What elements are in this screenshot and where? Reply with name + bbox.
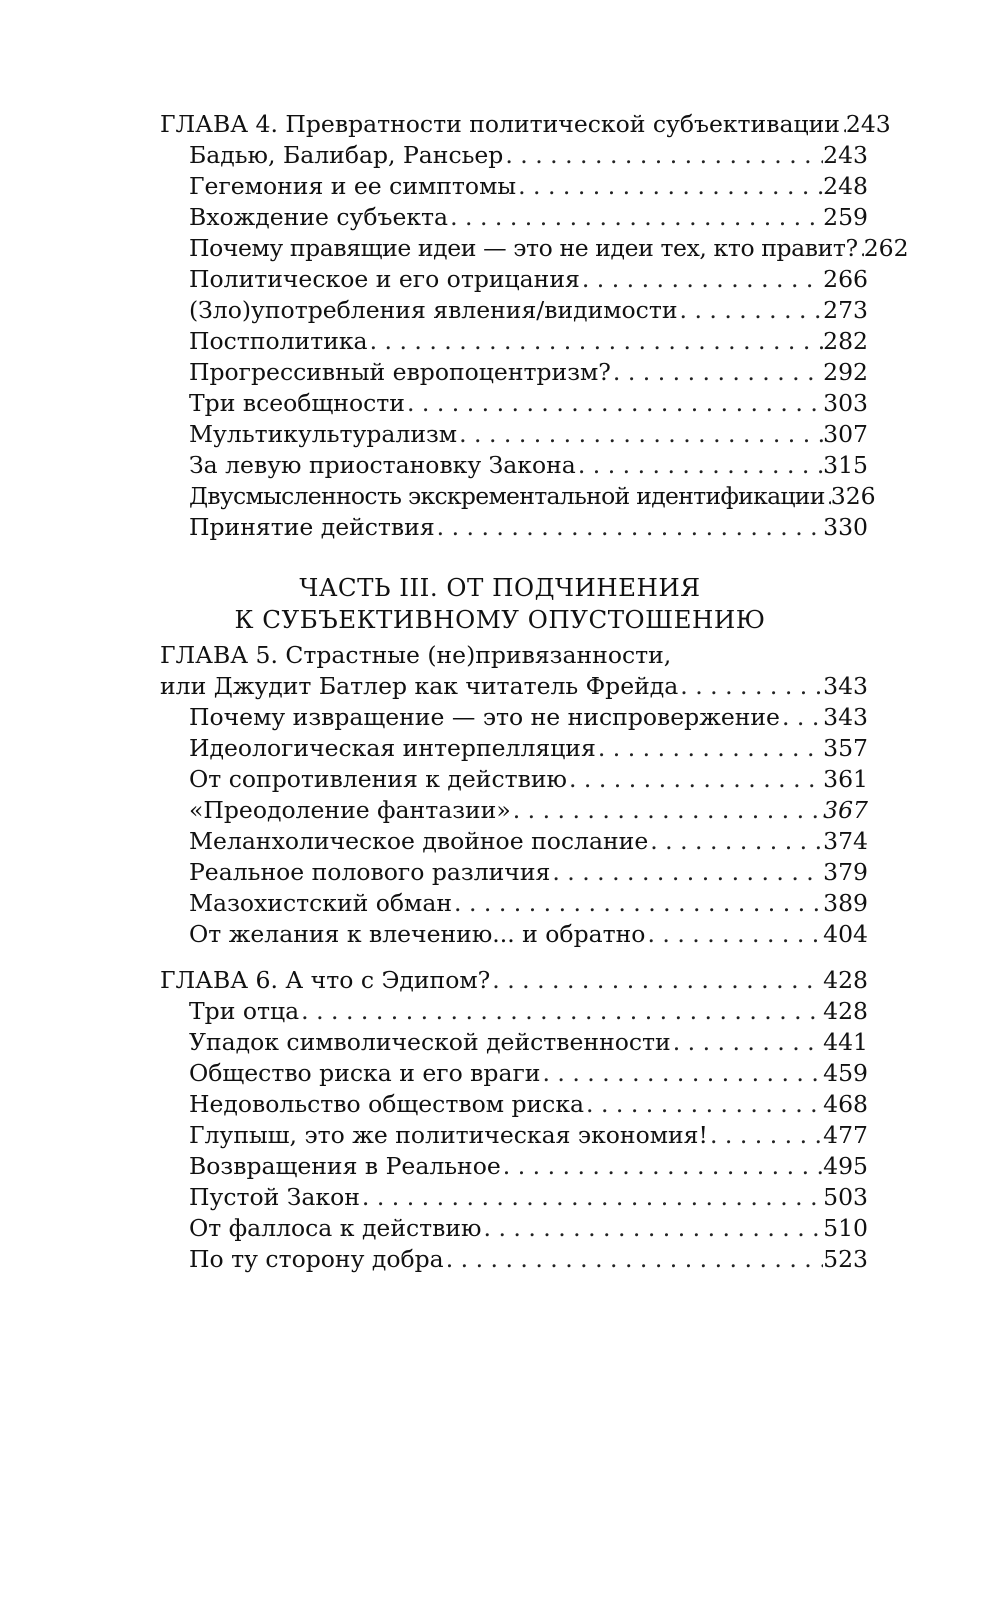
section-title: Политическое и его отрицания <box>189 265 580 293</box>
section-title: Глупыш, это же политическая экономия! <box>189 1121 708 1149</box>
leader-dots <box>405 387 823 419</box>
toc-section[interactable] <box>189 294 868 326</box>
section-title: Гегемония и ее симптомы <box>189 172 517 200</box>
toc-section[interactable] <box>189 825 868 857</box>
toc-section[interactable] <box>189 1212 868 1244</box>
toc-section[interactable] <box>189 732 868 764</box>
page-number: 243 <box>823 141 868 169</box>
toc-section[interactable] <box>189 170 868 202</box>
page-number: 303 <box>823 389 868 417</box>
chapter-title: ГЛАВА 4. Превратности политической субъективации <box>160 110 840 138</box>
leader-dots <box>490 964 823 996</box>
leader-dots <box>671 1026 823 1058</box>
leader-dots <box>596 732 823 764</box>
page-number: 273 <box>823 296 868 324</box>
page-number: 266 <box>823 265 868 293</box>
toc-section[interactable] <box>189 1026 868 1058</box>
page-number: 441 <box>823 1028 868 1056</box>
toc-section[interactable] <box>189 701 868 733</box>
toc-section[interactable] <box>189 918 868 950</box>
toc-section[interactable] <box>189 995 868 1027</box>
toc-section[interactable] <box>189 887 868 919</box>
page-number: 330 <box>823 513 868 541</box>
section-title: Меланхолическое двойное послание <box>189 827 649 855</box>
leader-dots <box>511 794 823 826</box>
page-number: 343 <box>823 672 868 700</box>
toc-section[interactable] <box>189 201 868 233</box>
section-title: Недовольство обществом риска <box>189 1090 585 1118</box>
page-number: 243 <box>845 110 891 138</box>
page-number: 326 <box>830 482 876 510</box>
leader-dots <box>550 856 823 888</box>
page-number: 262 <box>863 234 909 262</box>
section-title: По ту сторону добра <box>189 1245 444 1273</box>
page-number: 367 <box>823 796 868 824</box>
leader-dots <box>584 1088 823 1120</box>
page-number: 404 <box>823 920 868 948</box>
section-title: Три отца <box>189 997 300 1025</box>
leader-dots <box>482 1212 824 1244</box>
section-title: «Преодоление фантазии» <box>189 796 511 824</box>
page-number: 459 <box>823 1059 868 1087</box>
toc-section[interactable] <box>189 232 909 264</box>
leader-dots <box>299 995 823 1027</box>
leader-dots <box>457 418 823 450</box>
section-title: Прогрессивный европоцентризм? <box>189 358 611 386</box>
leader-dots <box>780 701 823 733</box>
leader-dots <box>678 670 823 702</box>
toc-section[interactable] <box>189 763 868 795</box>
section-title: Постполитика <box>189 327 368 355</box>
leader-dots <box>368 325 824 357</box>
leader-dots <box>611 356 823 388</box>
page-number: 259 <box>823 203 868 231</box>
leader-dots <box>645 918 823 950</box>
chapter-title: ГЛАВА 6. А что с Эдипом? <box>160 966 491 994</box>
leader-dots <box>648 825 823 857</box>
page-number: 361 <box>823 765 868 793</box>
page-number: 357 <box>823 734 868 762</box>
section-title: Идеологическая интерпелляция <box>189 734 596 762</box>
section-title: Почему извращение — это не ниспровержение <box>189 703 780 731</box>
page-number: 282 <box>823 327 868 355</box>
leader-dots <box>576 449 823 481</box>
leader-dots <box>501 1150 823 1182</box>
section-title: Пустой Закон <box>189 1183 360 1211</box>
page-number: 379 <box>823 858 868 886</box>
page-number: 477 <box>823 1121 868 1149</box>
leader-dots <box>452 887 823 919</box>
section-title: Мультикультурализм <box>189 420 458 448</box>
section-title: Принятие действия <box>189 513 435 541</box>
toc-section[interactable] <box>189 1119 868 1151</box>
section-title: За левую приостановку Закона <box>189 451 576 479</box>
page-number: 503 <box>823 1183 868 1211</box>
section-title: Реальное полового различия <box>189 858 551 886</box>
section-title: Бадью, Балибар, Рансьер <box>189 141 504 169</box>
page-number: 292 <box>823 358 868 386</box>
page-number: 428 <box>823 966 868 994</box>
page-number: 510 <box>823 1214 868 1242</box>
section-title: Возвращения в Реальное <box>189 1152 501 1180</box>
toc-section[interactable] <box>189 1243 868 1275</box>
toc-section[interactable] <box>189 1057 868 1089</box>
leader-dots <box>580 263 823 295</box>
leader-dots <box>678 294 824 326</box>
toc-section[interactable] <box>189 480 876 512</box>
section-title: Почему правящие идеи — это не идеи тех, кто правит? <box>189 234 858 262</box>
toc-section[interactable] <box>189 794 868 826</box>
page-number: 343 <box>823 703 868 731</box>
section-title: От фаллоса к действию <box>189 1214 482 1242</box>
part-heading-line-2: К СУБЪЕКТИВНОМУ ОПУСТОШЕНИЮ <box>234 605 766 634</box>
section-title: Три всеобщности <box>189 389 405 417</box>
leader-dots <box>567 763 823 795</box>
page-number: 374 <box>823 827 868 855</box>
page-number: 495 <box>823 1152 868 1180</box>
toc-section[interactable] <box>189 263 868 295</box>
toc-chapter-6[interactable] <box>160 964 868 996</box>
leader-dots <box>360 1181 823 1213</box>
page-number: 307 <box>823 420 868 448</box>
section-title: Упадок символической действенности <box>189 1028 671 1056</box>
leader-dots <box>516 170 823 202</box>
section-title: Вхождение субъекта <box>189 203 449 231</box>
toc-section[interactable] <box>189 449 868 481</box>
toc-section[interactable] <box>189 418 868 450</box>
section-title: Двусмысленность экскрементальной идентификации <box>189 482 825 510</box>
page-number: 315 <box>823 451 868 479</box>
toc-section[interactable] <box>189 1150 868 1182</box>
leader-dots <box>503 139 823 171</box>
toc-section[interactable] <box>189 356 868 388</box>
section-title: От желания к влечению... и обратно <box>189 920 646 948</box>
leader-dots <box>435 511 823 543</box>
section-title: (Зло)употребления явления/видимости <box>189 296 678 324</box>
toc-section[interactable] <box>189 139 868 171</box>
toc-chapter-4[interactable] <box>160 108 891 140</box>
chapter-title: или Джудит Батлер как читатель Фрейда <box>160 672 679 700</box>
toc-chapter-5[interactable] <box>160 670 868 702</box>
section-title: Общество риска и его враги <box>189 1059 541 1087</box>
toc-section[interactable] <box>189 325 868 357</box>
section-title: От сопротивления к действию <box>189 765 567 793</box>
leader-dots <box>540 1057 823 1089</box>
toc-chapter-5-title-line-1[interactable]: ГЛАВА 5. Страстные (не)привязанности, <box>160 641 672 669</box>
leader-dots <box>444 1243 823 1275</box>
toc-section[interactable] <box>189 1088 868 1120</box>
page-number: 389 <box>823 889 868 917</box>
page-number: 468 <box>823 1090 868 1118</box>
toc-section[interactable] <box>189 856 868 888</box>
leader-dots <box>448 201 823 233</box>
leader-dots <box>708 1119 823 1151</box>
page-number: 523 <box>823 1245 868 1273</box>
toc-section[interactable] <box>189 511 868 543</box>
section-title: Мазохистский обман <box>189 889 453 917</box>
page-number: 428 <box>823 997 868 1025</box>
page-number: 248 <box>823 172 868 200</box>
part-heading-line-1: ЧАСТЬ III. ОТ ПОДЧИНЕНИЯ <box>299 573 701 602</box>
toc-section[interactable] <box>189 1181 868 1213</box>
toc-section[interactable] <box>189 387 868 419</box>
